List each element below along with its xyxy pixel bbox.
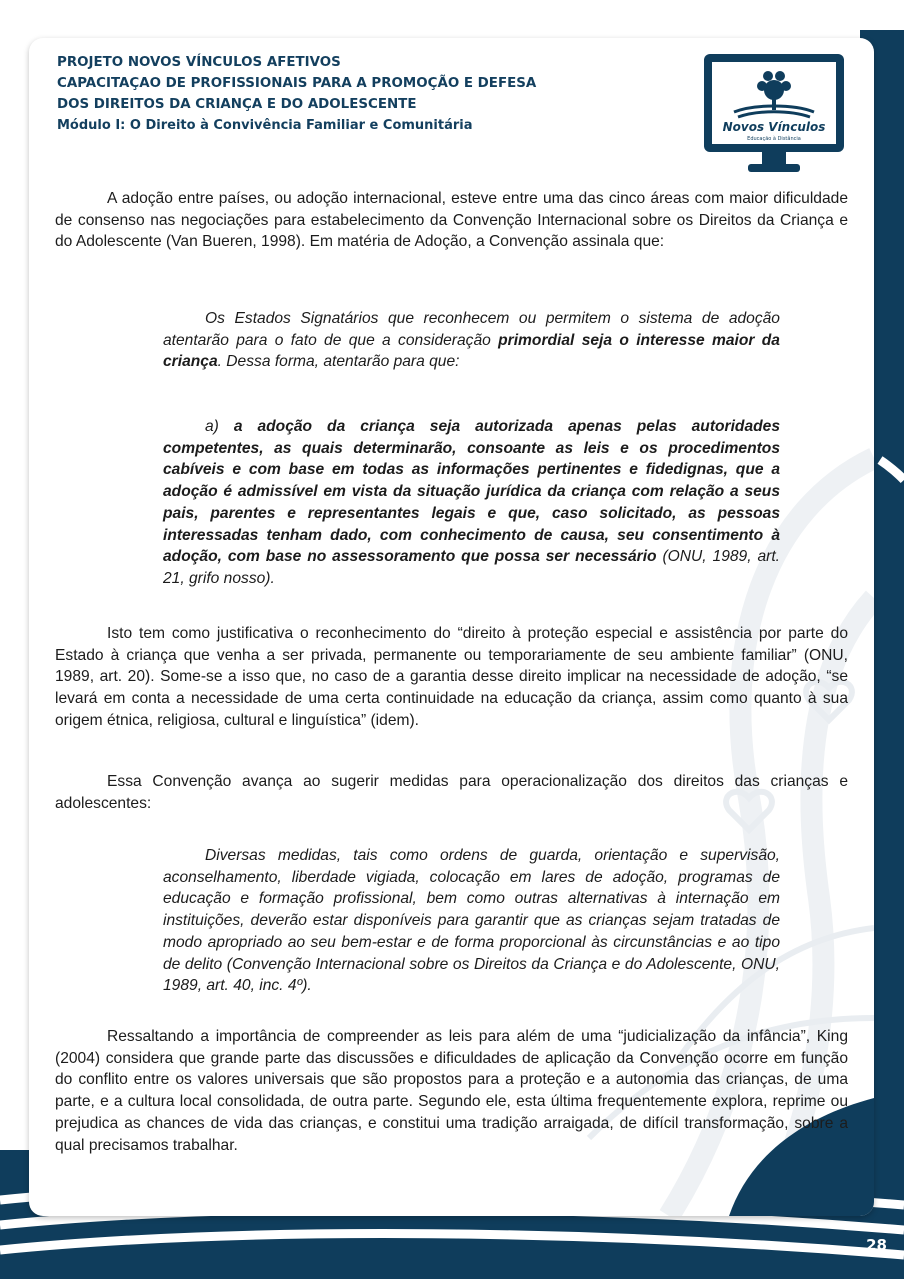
logo-tagline: Educação à Distância: [747, 136, 801, 142]
logo-name: Novos Vínculos: [722, 120, 826, 134]
quote-3-text: Diversas medidas, tais como ordens de guarda, orientação e supervisão, aconselhamento, liberdade vigiada, colocação em lares de adoção, programas de educação e formação profissional, bem como outras alternativas à internação em instituições, deverão estar disponíveis para garantir que as crianças sejam tratadas de modo apropriado ao seu bem-estar e de forma proporcional às circunstâncias e ao tipo de delito (Convenção Internacional sobre os Direitos da Criança e do Adolescente, ONU, 1989, art. 40, inc. 4º).: [163, 847, 780, 995]
quote-2-item: a): [205, 418, 234, 435]
quote-2-citation: (ONU, 1989, art. 21, grifo nosso).: [163, 548, 780, 587]
header-module-title: Módulo I: O Direito à Convivência Familiar e Comunitária: [57, 118, 473, 133]
quote-1-bold: primordial seja o interesse maior da criança: [163, 331, 780, 371]
paragraph-2-text: Isto tem como justificativa o reconhecimento do “direito à proteção especial e assistência por parte do Estado à criança que venha a ser privada, permanente ou temporariamente de seu ambiente familiar” (ONU, 1989, art. 20). Some-se a isso que, no caso de a garantia desse direito implicar na necessidade de adoção, “se levará em conta a necessidade de uma certa continuidade na educação da criança, assim como quanto à sua origem étnica, religiosa, cultural e linguística” (idem).: [55, 625, 848, 729]
header-course-subtitle: DOS DIREITOS DA CRIANÇA E DO ADOLESCENTE: [57, 97, 417, 112]
paragraph-2: [55, 623, 848, 732]
paragraph-1: [55, 188, 848, 253]
quote-1: [163, 308, 780, 373]
page-number: 28: [866, 1236, 887, 1254]
quote-2: [163, 416, 780, 590]
paragraph-1-text: A adoção entre países, ou adoção internacional, esteve entre uma das cinco áreas com maior dificuldade de consenso nas negociações para estabelecimento da Convenção Internacional sobre os Direitos da Criança e do Adolescente (Van Bueren, 1998). Em matéria de Adoção, a Convenção assinala que:: [55, 190, 848, 251]
quote-1-text: Os Estados Signatários que reconhecem ou permitem o sistema de adoção atentarão para o fato de que a consideração: [163, 310, 780, 349]
header-project-title: PROJETO NOVOS VÍNCULOS AFETIVOS: [57, 55, 341, 70]
header-course-title: CAPACITAÇAO DE PROFISSIONAIS PARA A PROMOÇÃO E DEFESA: [57, 76, 537, 91]
document-header: [57, 52, 617, 136]
page-card: [29, 38, 874, 1216]
paragraph-4-text: Ressaltando a importância de compreender as leis para além de uma “judicialização da infância”, King (2004) considera que grande parte das discussões e dificuldades de aplicação da Convenção ocorre em função do conflito entre os valores universais que são propostos para a proteção e a autonomia das crianças, de uma parte, e a cultura local consolidada, de outra parte. Segundo ele, esta última frequentemente explora, reprime ou prejudica as chances de vida das crianças, e constitui uma tradição arraigada, de difícil transformação, sobre a qual precisamos trabalhar.: [55, 1028, 848, 1154]
tree-monitor-icon: [698, 50, 850, 176]
quote-1-end: . Dessa forma, atentarão para que:: [217, 353, 460, 371]
paragraph-3-text: Essa Convenção avança ao sugerir medidas para operacionalização dos direitos das crianças e adolescentes:: [55, 773, 848, 812]
quote-3: [163, 845, 780, 997]
paragraph-3: [55, 771, 848, 814]
quote-2-bold: a adoção da criança seja autorizada apenas pelas autoridades competentes, as quais determinarão, consoante as leis e os procedimentos cabíveis e com base em todas as informações pertinentes e fidedignas, que a adoção é admissível em vista da situação jurídica da criança com relação a seus pais, parentes e representantes legais e que, caso solicitado, as pessoas interessadas tenham dado, com conhecimento de causa, seu consentimento à adoção, com base no assessoramento que possa ser necessário: [163, 418, 781, 566]
paragraph-4: [55, 1026, 848, 1156]
